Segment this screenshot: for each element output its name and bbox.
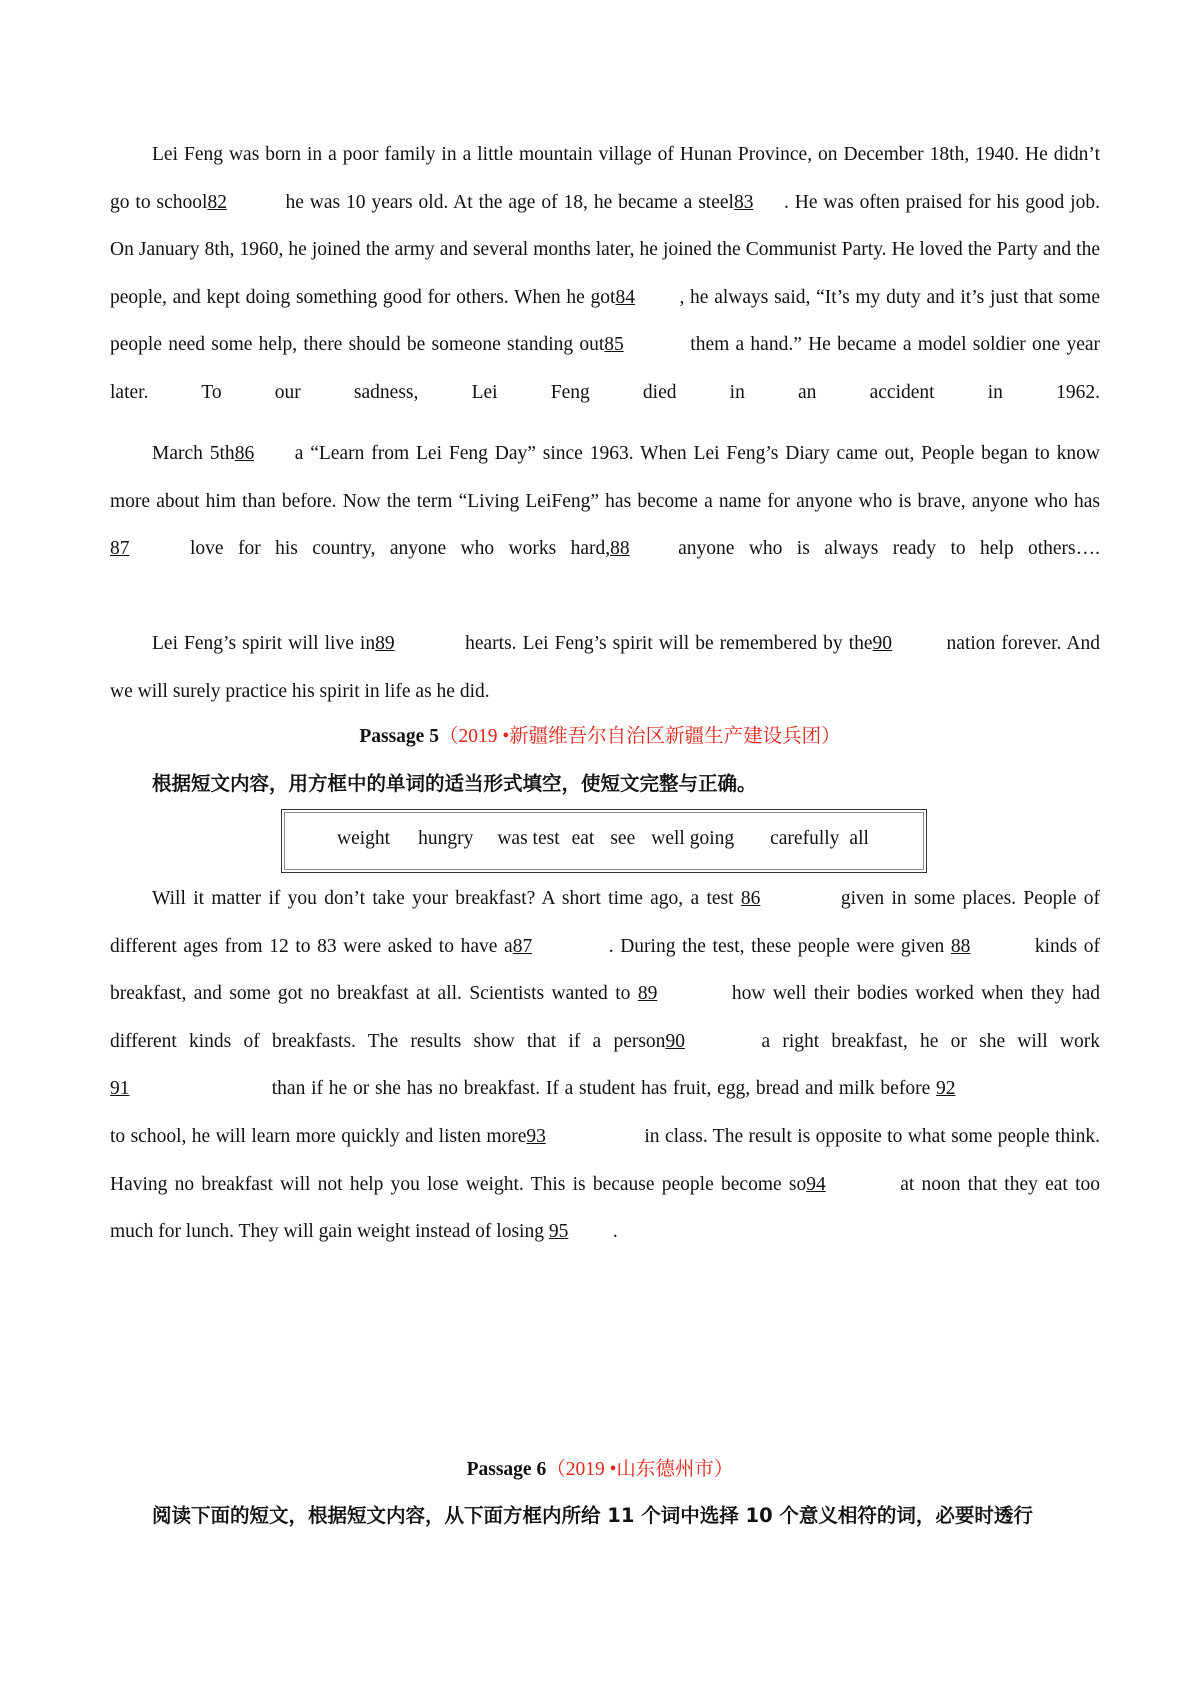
blank-p5-88: 88 [950, 935, 971, 957]
p5-text-1: Will it matter if you don’t take your breakfast? A short time ago, a test [152, 888, 741, 909]
passage6-title: Passage 6 [466, 1459, 547, 1480]
p5-text-4: kinds of breakfast, and some got no breakfast at all. Scientists wanted to [110, 935, 1101, 1005]
passage5-instruction: 根据短文内容，用方框中的单词的适当形式填空，使短文完整与正确。 [152, 772, 757, 795]
word-bank-item: eat [571, 828, 595, 849]
p5-text-6: a right breakfast, he or she will work [761, 1030, 1100, 1052]
p3-text-1: Lei Feng’s spirit will live in [152, 633, 376, 654]
p1-text-5: them a hand.” He became a model soldier one year later. To our sadness, Lei Feng died in an accident in 1962. [110, 334, 1100, 403]
passage5-title: Passage 5 [359, 726, 439, 747]
p5-text-5: how well their bodies worked when they had different kinds of breakfasts. The results show that if a person [110, 983, 1100, 1052]
word-bank-item: hungry [418, 828, 474, 849]
word-bank-item: well going [651, 828, 735, 849]
blank-p5-87: 87 [512, 935, 533, 957]
p3-text-3: nation forever. And we will surely practice his spirit in life as he did. [110, 633, 1100, 702]
blank-88: 88 [610, 538, 630, 560]
word-bank-item: carefully [770, 828, 840, 849]
blank-p5-93: 93 [526, 1125, 546, 1147]
passage6-heading [0, 1455, 1200, 1485]
passage6-instruction: 阅读下面的短文，根据短文内容，从下面方框内所给 11 个词中选择 10 个意义相符的词，必要时透行 [152, 1504, 1033, 1527]
p3-text-2: hearts. Lei Feng’s spirit will be remembered by the [465, 633, 873, 654]
passage4-paragraph-3 [110, 620, 1100, 715]
p5-text-9: in class. The result is opposite to what some people think. Having no breakfast will not help you lose weight. This is because people become so [110, 1125, 1100, 1195]
passage5-source: （2019 •新疆维吾尔自治区新疆生产建设兵团） [438, 726, 841, 747]
blank-p5-90: 90 [665, 1030, 685, 1052]
blank-90: 90 [872, 633, 893, 654]
p1-text-4: , he always said, “It’s my duty and it’s just that some people need some help, there should be someone standing out [110, 286, 1101, 356]
p2-text-2: a “Learn from Lei Feng Day” since 1963. When Lei Feng’s Diary came out, People began to know more about him than before. Now the term “Living LeiFeng” has become a name for anyone who is brave, anyone who has [110, 443, 1100, 512]
word-bank-item: weight [337, 828, 391, 849]
blank-p5-89: 89 [637, 983, 658, 1005]
blank-84: 84 [615, 286, 635, 308]
p2-text-1: March 5th [152, 443, 235, 464]
blank-p5-92: 92 [936, 1078, 956, 1100]
word-bank-item: see [610, 828, 636, 849]
p5-text-7: than if he or she has no breakfast. If a student has fruit, egg, bread and milk before [266, 1078, 936, 1100]
passage4-paragraph-2 [110, 430, 1100, 573]
passage4-paragraph-1 [110, 131, 1100, 417]
p2-text-3: love for his country, anyone who works hard, [190, 538, 611, 560]
blank-p5-91: 91 [110, 1078, 130, 1100]
p5-text-11: . [612, 1221, 618, 1243]
blank-p5-95: 95 [548, 1221, 569, 1243]
passage6-source: （2019 •山东德州市） [546, 1459, 734, 1480]
blank-p5-86: 86 [740, 888, 761, 909]
word-bank-item: all [849, 828, 869, 849]
p2-text-4: anyone who is always ready to help others…. [678, 538, 1101, 560]
p1-text-2: he was 10 years old. At the age of 18, he became a steel [285, 191, 734, 213]
blank-87: 87 [110, 538, 130, 560]
p1-text-1: Lei Feng was born in a poor family in a little mountain village of Hunan Province, on December 18th, 1940. He didn’t go to school [110, 144, 1100, 213]
blank-83: 83 [733, 191, 754, 213]
blank-p5-94: 94 [806, 1173, 826, 1195]
blank-82: 82 [207, 191, 227, 213]
p5-text-10: at noon that they eat too much for lunch. They will gain weight instead of losing [110, 1173, 1100, 1243]
p5-text-3: . During the test, these people were given [608, 935, 951, 957]
blank-86: 86 [234, 443, 255, 464]
p5-text-2: given in some places. People of different ages from 12 to 83 were asked to have a [110, 888, 1100, 957]
word-bank-box [281, 809, 927, 873]
p5-text-8: to school, he will learn more quickly and listen more [110, 1125, 527, 1147]
p1-text-3: . He was often praised for his good job. On January 8th, 1960, he joined the army and several months later, he joined the Communist Party. He loved the Party and the people, and kept doing something good for others. When he got [110, 191, 1100, 308]
passage5-heading [0, 722, 1200, 752]
blank-85: 85 [604, 334, 624, 356]
word-bank [337, 828, 869, 850]
passage5-paragraph [110, 875, 1100, 1256]
word-bank-item: was test [497, 828, 560, 849]
blank-89: 89 [375, 633, 395, 654]
